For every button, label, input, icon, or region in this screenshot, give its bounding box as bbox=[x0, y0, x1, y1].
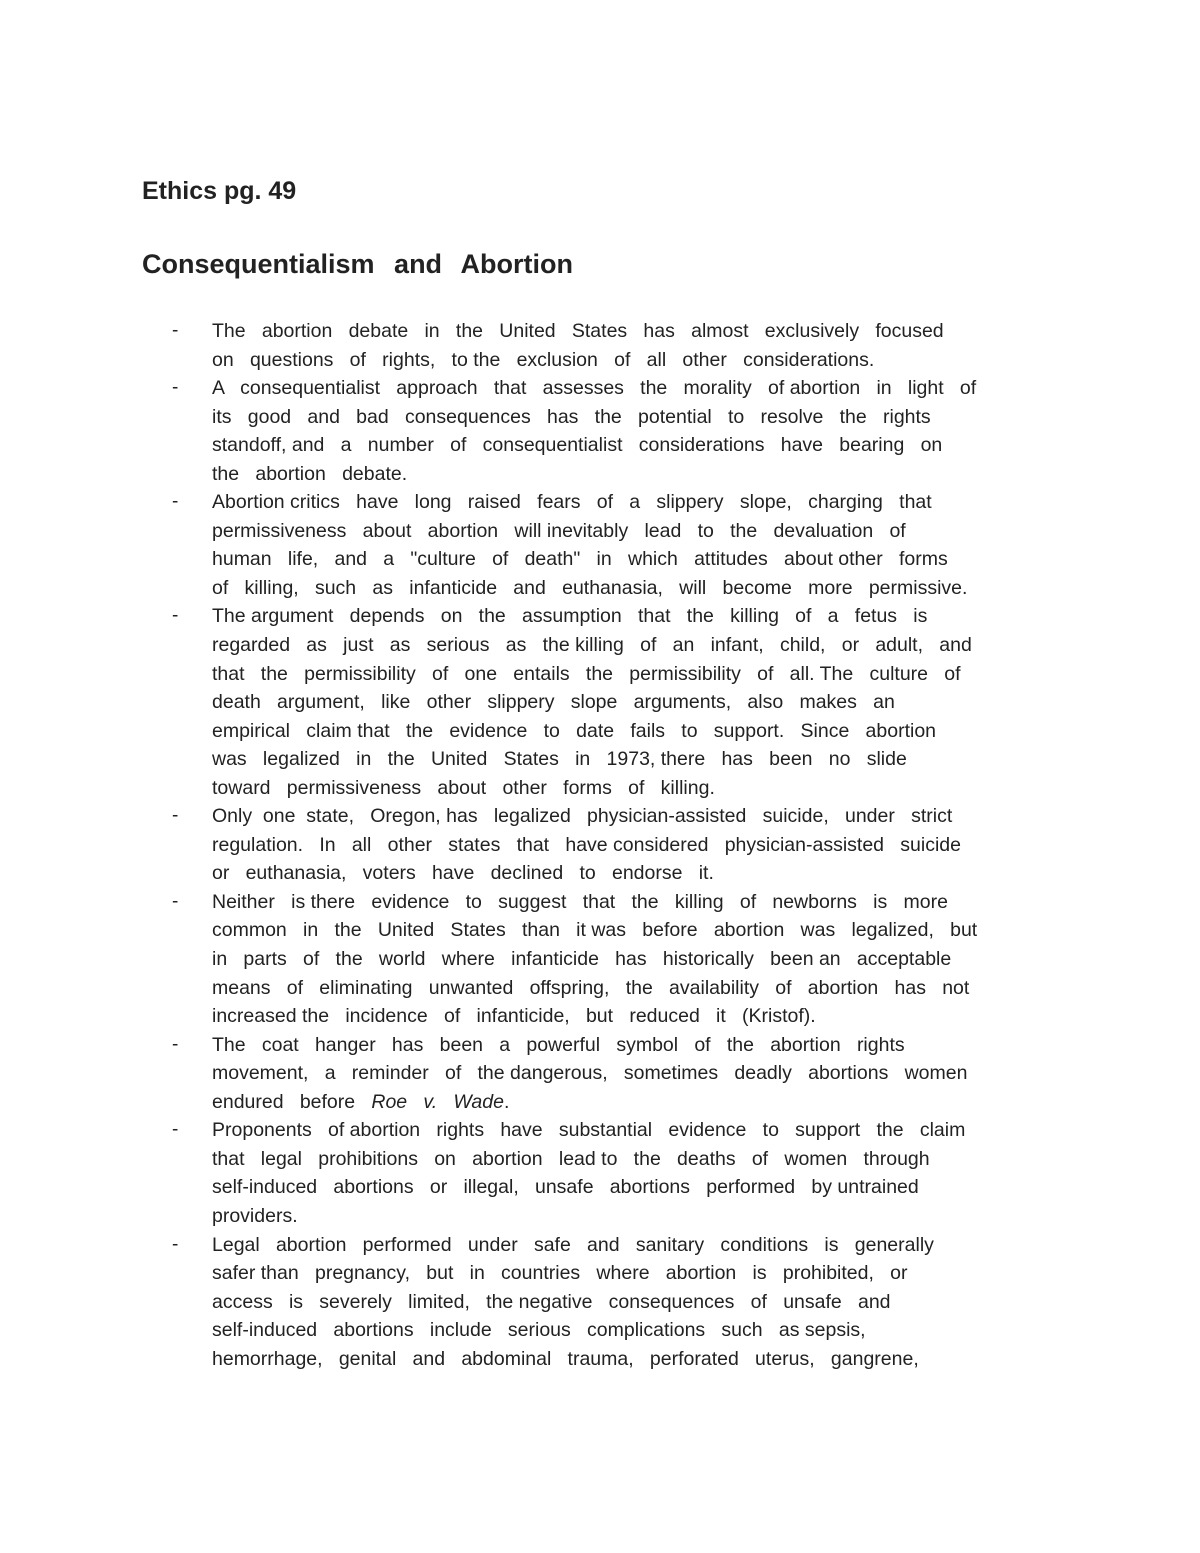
list-item bbox=[172, 802, 1072, 888]
bullet-line: The abortion debate in the United States has almost exclusively focused bbox=[212, 320, 944, 342]
bullet-line: self-induced abortions or illegal, unsafe abortions performed by untrained bbox=[212, 1176, 919, 1199]
bullet-line: or euthanasia, voters have declined to endorse it. bbox=[212, 862, 714, 885]
bullet-line: means of eliminating unwanted offspring, the availability of abortion has not bbox=[212, 976, 970, 999]
bullet-line bbox=[212, 1088, 1072, 1117]
bullet-line: Only one state, Oregon, has legalized physician-assisted suicide, under strict bbox=[212, 805, 953, 828]
bullet-marker: - bbox=[172, 377, 179, 399]
list-item bbox=[172, 1231, 1072, 1374]
bullet-marker: - bbox=[172, 1233, 179, 1255]
bullet-marker: - bbox=[172, 1119, 179, 1141]
list-item bbox=[172, 602, 1072, 802]
bullet-line: common in the United States than it was before abortion was legalized, but bbox=[212, 919, 978, 942]
bullet-marker: - bbox=[172, 605, 179, 627]
bullet-line: of killing, such as infanticide and euthanasia, will become more permissive. bbox=[212, 576, 968, 599]
bullet-line-text: . bbox=[503, 1090, 510, 1113]
bullet-line: Legal abortion performed under safe and sanitary conditions is generally bbox=[212, 1233, 934, 1256]
list-item bbox=[172, 317, 1072, 374]
bullet-line: death argument, like other slippery slope arguments, also makes an bbox=[212, 691, 895, 714]
list-item bbox=[172, 1031, 1072, 1117]
bullet-line: regulation. In all other states that have considered physician-assisted suicide bbox=[212, 833, 961, 856]
bullet-marker: - bbox=[172, 805, 179, 827]
bullet-line: The coat hanger has been a powerful symbol of the abortion rights bbox=[212, 1033, 905, 1056]
bullet-line: on questions of rights, to the exclusion of all other considerations. bbox=[212, 348, 875, 371]
list-item bbox=[172, 888, 1072, 1031]
bullet-line: empirical claim that the evidence to date fails to support. Since abortion bbox=[212, 719, 937, 742]
bullet-line: permissiveness about abortion will inevitably lead to the devaluation of bbox=[212, 519, 906, 542]
bullet-marker: - bbox=[172, 320, 179, 341]
bullet-line: was legalized in the United States in 1973, there has been no slide bbox=[212, 748, 907, 771]
bullet-line: human life, and a "culture of death" in which attitudes about other forms bbox=[212, 548, 948, 571]
list-item bbox=[172, 1116, 1072, 1230]
bullet-line: regarded as just as serious as the killing of an infant, child, or adult, and bbox=[212, 634, 972, 657]
bullet-line: safer than pregnancy, but in countries where abortion is prohibited, or bbox=[212, 1262, 908, 1285]
bullet-line: increased the incidence of infanticide, but reduced it (Kristof). bbox=[212, 1005, 816, 1028]
section-heading: Consequentialism and Abortion bbox=[142, 249, 574, 279]
case-name: Roe v. Wade bbox=[371, 1090, 504, 1113]
bullet-line: in parts of the world where infanticide has historically been an acceptable bbox=[212, 948, 952, 971]
bullet-line: toward permissiveness about other forms of killing. bbox=[212, 776, 715, 799]
bullet-line: its good and bad consequences has the potential to resolve the rights bbox=[212, 405, 931, 428]
bullet-list bbox=[172, 317, 1072, 1373]
bullet-line: hemorrhage, genital and abdominal trauma, perforated uterus, gangrene, bbox=[212, 1347, 919, 1370]
bullet-line: that the permissibility of one entails the permissibility of all. The culture of bbox=[212, 662, 961, 685]
bullet-line: Neither is there evidence to suggest that the killing of newborns is more bbox=[212, 890, 948, 913]
bullet-line: Proponents of abortion rights have substantial evidence to support the claim bbox=[212, 1119, 966, 1142]
bullet-line: access is severely limited, the negative consequences of unsafe and bbox=[212, 1290, 891, 1313]
bullet-line: movement, a reminder of the dangerous, sometimes deadly abortions women bbox=[212, 1062, 968, 1085]
bullet-line: A consequentialist approach that assesses the morality of abortion in light of bbox=[212, 377, 977, 400]
bullet-marker: - bbox=[172, 890, 179, 912]
bullet-marker: - bbox=[172, 1033, 179, 1055]
bullet-marker: - bbox=[172, 491, 179, 513]
bullet-line: providers. bbox=[212, 1204, 298, 1227]
bullet-line: The argument depends on the assumption that the killing of a fetus is bbox=[212, 605, 928, 628]
bullet-line: standoff, and a number of consequentialist considerations have bearing on bbox=[212, 434, 943, 457]
list-item bbox=[172, 374, 1072, 488]
bullet-line: self-induced abortions include serious complications such as sepsis, bbox=[212, 1319, 866, 1342]
bullet-line: that legal prohibitions on abortion lead to the deaths of women through bbox=[212, 1147, 930, 1170]
bullet-line-text: endured before bbox=[212, 1090, 372, 1113]
document-title: Ethics pg. 49 bbox=[142, 177, 297, 205]
bullet-line: the abortion debate. bbox=[212, 462, 408, 485]
bullet-line: Abortion critics have long raised fears of a slippery slope, charging that bbox=[212, 491, 932, 514]
list-item bbox=[172, 488, 1072, 602]
